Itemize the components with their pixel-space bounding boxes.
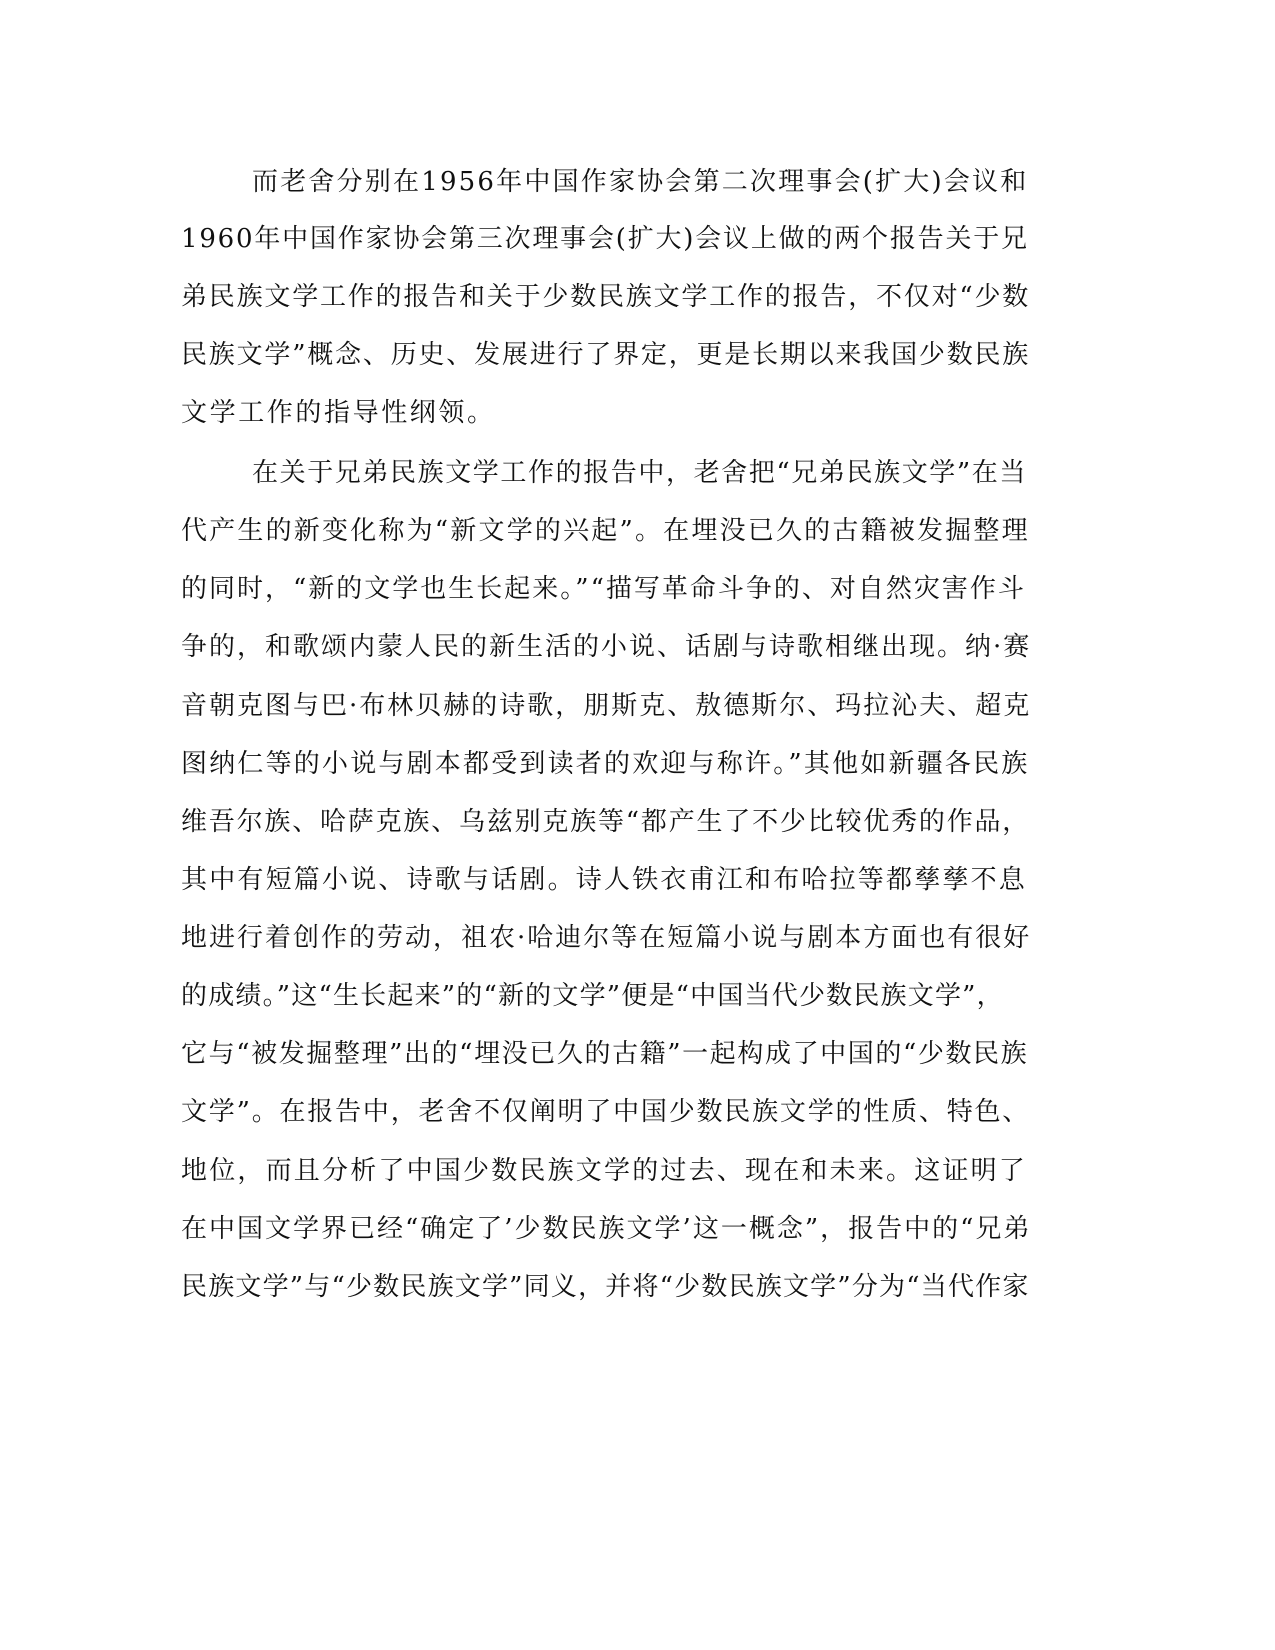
paragraph-2-line-7: 维吾尔族、哈萨克族、乌兹别克族等“都产生了不少比较优秀的作品， bbox=[181, 807, 1031, 837]
paragraph-1-line-4: 民族文学”概念、历史、发展进行了界定，更是长期以来我国少数民族 bbox=[181, 340, 1031, 370]
paragraph-2-line-12: 文学”。在报告中，老舍不仅阐明了中国少数民族文学的性质、特色、 bbox=[181, 1097, 1031, 1127]
paragraph-2-line-4: 争的，和歌颂内蒙人民的新生活的小说、话剧与诗歌相继出现。纳·赛 bbox=[181, 632, 1032, 662]
paragraph-2-line-2: 代产生的新变化称为“新文学的兴起”。在埋没已久的古籍被发掘整理 bbox=[181, 516, 1030, 546]
paragraph-2-line-10: 的成绩。”这“生长起来”的“新的文学”便是“中国当代少数民族文学”， bbox=[181, 981, 1004, 1011]
paragraph-2-line-14: 在中国文学界已经“确定了’少数民族文学’这一概念”，报告中的“兄弟 bbox=[181, 1214, 1032, 1244]
paragraph-2-line-3: 的同时，“新的文学也生长起来。”“描写革命斗争的、对自然灾害作斗 bbox=[181, 574, 1026, 604]
paragraph-1-line-2: 1960年中国作家协会第三次理事会(扩大)会议上做的两个报告关于兄 bbox=[181, 224, 1029, 254]
paragraph-1-line-1: 而老舍分别在1956年中国作家协会第二次理事会(扩大)会议和 bbox=[252, 167, 1029, 197]
paragraph-2-line-5: 音朝克图与巴·布林贝赫的诗歌，朋斯克、敖德斯尔、玛拉沁夫、超克 bbox=[181, 691, 1032, 721]
paragraph-2-line-1: 在关于兄弟民族文学工作的报告中，老舍把“兄弟民族文学”在当 bbox=[252, 458, 1027, 488]
paragraph-1-line-3: 弟民族文学工作的报告和关于少数民族文学工作的报告，不仅对“少数 bbox=[181, 282, 1031, 312]
paragraph-2-line-6: 图纳仁等的小说与剧本都受到读者的欢迎与称许。”其他如新疆各民族 bbox=[181, 749, 1030, 779]
paragraph-2-line-13: 地位，而且分析了中国少数民族文学的过去、现在和未来。这证明了 bbox=[181, 1156, 1028, 1186]
paragraph-2-line-11: 它与“被发掘整理”出的“埋没已久的古籍”一起构成了中国的“少数民族 bbox=[181, 1039, 1029, 1069]
paragraph-1-line-5: 文学工作的指导性纲领。 bbox=[181, 398, 496, 428]
paragraph-2-line-8: 其中有短篇小说、诗歌与话剧。诗人铁衣甫江和布哈拉等都孳孳不息 bbox=[181, 865, 1028, 895]
paragraph-2-line-9: 地进行着创作的劳动，祖农·哈迪尔等在短篇小说与剧本方面也有很好 bbox=[181, 923, 1032, 953]
paragraph-2-line-15: 民族文学”与“少数民族文学”同义，并将“少数民族文学”分为“当代作家 bbox=[181, 1272, 1030, 1302]
